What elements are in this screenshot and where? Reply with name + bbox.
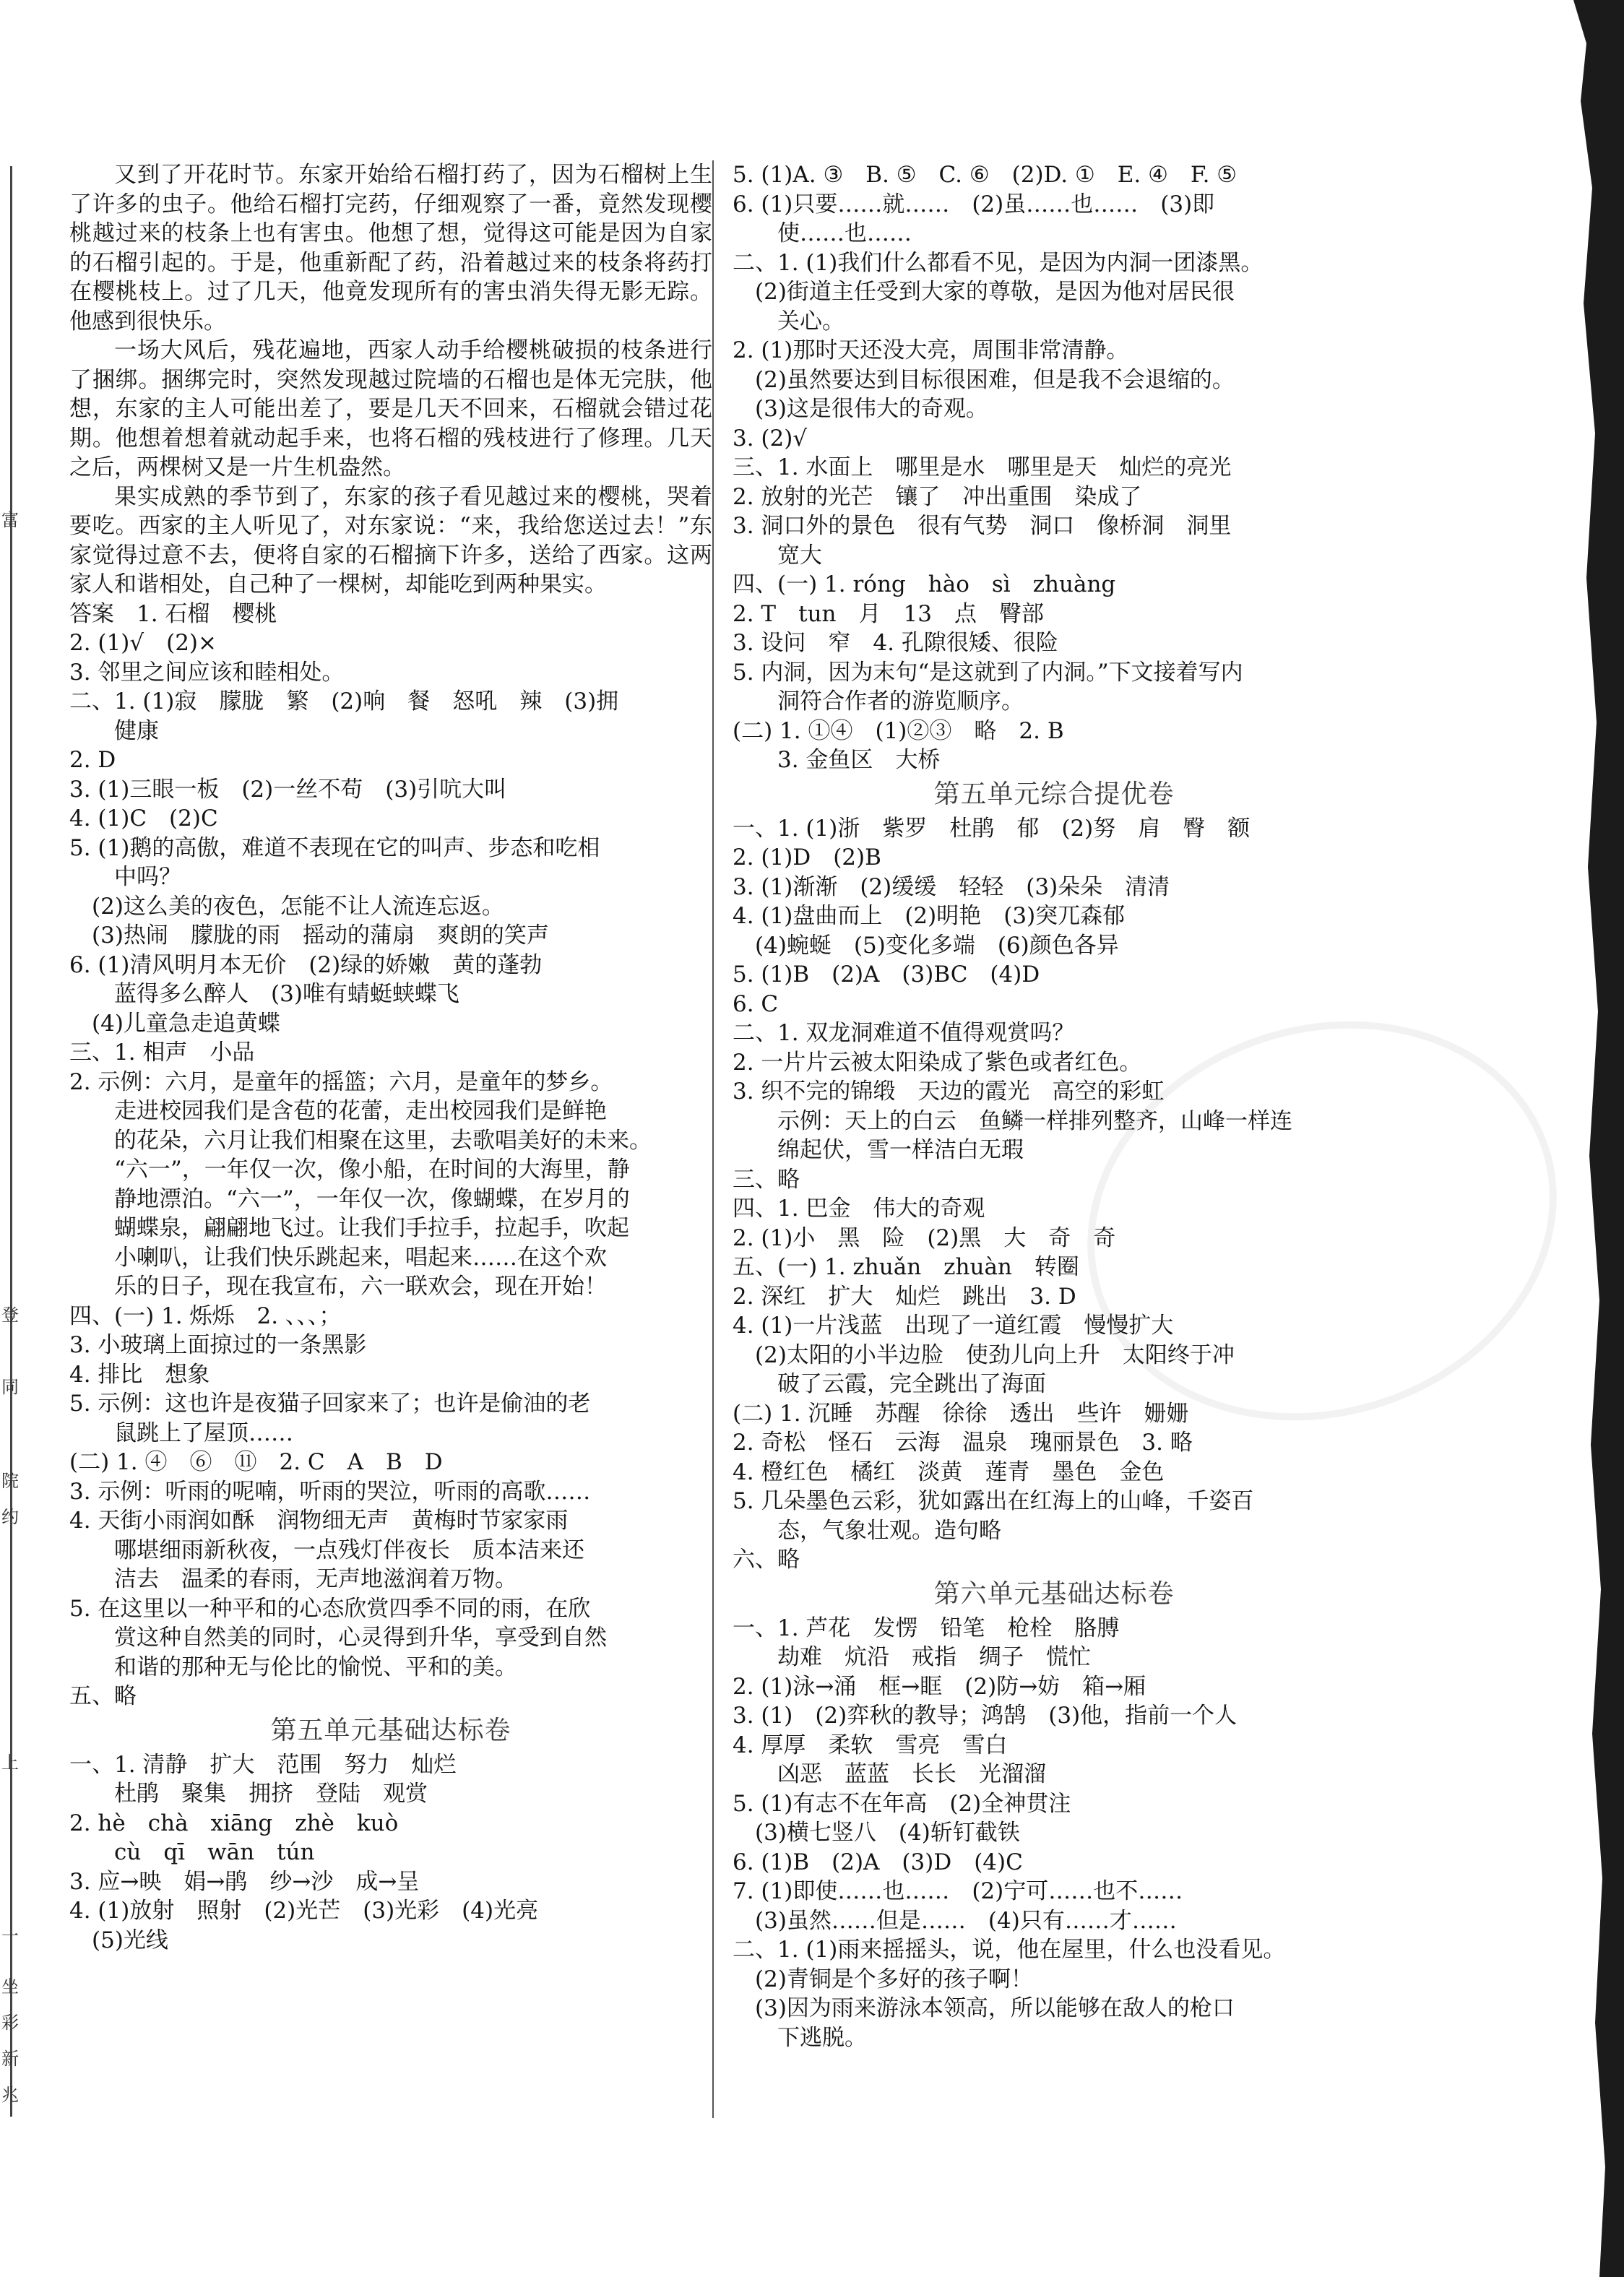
answer-line: 3. 织不完的锦缎 天边的霞光 高空的彩虹 xyxy=(733,1079,1165,1105)
answer-line: 一、1. 清静 扩大 范围 努力 灿烂 xyxy=(69,1751,457,1778)
answer-line: 3. 邻里之间应该和睦相处。 xyxy=(69,659,345,686)
answer-line: 二、1. (1)寂 朦胧 繁 (2)响 餐 怒吼 辣 (3)拥 xyxy=(69,688,619,714)
answer-line: 杜鹃 聚集 拥挤 登陆 观赏 xyxy=(69,1781,428,1807)
answer-line: 4. (1)一片浅蓝 出现了一道红霞 慢慢扩大 xyxy=(733,1313,1174,1339)
answer-line: 关心。 xyxy=(733,308,845,334)
answer-line: 蝴蝶泉，翩翩地飞过。让我们手拉手，拉起手，吹起 xyxy=(69,1215,629,1241)
answer-line: 健康 xyxy=(69,717,159,744)
answer-line: 示例：天上的白云 鱼鳞一样排列整齐，山峰一样连 xyxy=(733,1107,1292,1134)
answer-line: (4)蜿蜒 (5)变化多端 (6)颜色各异 xyxy=(733,932,1119,959)
answer-line: 态，气象壮观。造句略 xyxy=(733,1517,1001,1544)
answer-line: 蓝得多么醉人 (3)唯有蜻蜓蛱蝶飞 xyxy=(69,981,459,1007)
answer-line: 5. 几朵墨色云彩，犹如露出在红海上的山峰，千姿百 xyxy=(733,1488,1254,1514)
answer-line: 7. (1)即使……也…… (2)宁可……也不…… xyxy=(733,1878,1183,1904)
answer-line: 走进校园我们是含苞的花蕾，走出校园我们是鲜艳 xyxy=(69,1098,607,1124)
answer-line: 6. (1)清风明月本无价 (2)绿的娇嫩 黄的蓬勃 xyxy=(69,951,543,978)
answer-line: 3. 示例：听雨的呢喃，听雨的哭泣，听雨的高歌…… xyxy=(69,1478,591,1505)
answer-line: 四、(一) 1. róng hào sì zhuàng xyxy=(733,571,1116,597)
answer-line: 5. 内洞，因为末句“是这就到了内洞。”下文接着写内 xyxy=(733,659,1243,686)
answer-line: (3)热闹 朦胧的雨 摇动的蒲扇 爽朗的笑声 xyxy=(69,923,549,949)
answer-line: 三、1. 相声 小品 xyxy=(69,1040,255,1066)
margin-char: 新 xyxy=(1,2049,19,2069)
answer-line: 二、1. (1)雨来摇摇头，说，他在屋里，什么也没看见。 xyxy=(733,1937,1286,1963)
answer-line: 哪堪细雨新秋夜，一点残灯伴夜长 质本洁来还 xyxy=(69,1537,584,1563)
answer-line: 3. (1)三眼一板 (2)一丝不苟 (3)引吭大叫 xyxy=(69,776,507,803)
answer-line: 3. (2)√ xyxy=(733,425,808,451)
answer-line: 2. 奇松 怪石 云海 温泉 瑰丽景色 3. 略 xyxy=(733,1430,1193,1456)
answer-line: 5. (1)A. ③ B. ⑤ C. ⑥ (2)D. ① E. ④ F. ⑤ xyxy=(733,162,1238,188)
answer-line: 三、略 xyxy=(733,1166,800,1193)
answer-line: 5. (1)鹅的高傲，难道不表现在它的叫声、步态和吃相 xyxy=(69,834,600,861)
section-heading: 第五单元综合提优卷 xyxy=(933,779,1175,809)
margin-char: 同 xyxy=(1,1377,19,1397)
answer-line: 乐的日子，现在我宣布，六一联欢会，现在开始！ xyxy=(69,1274,607,1300)
margin-char: 坐 xyxy=(1,1976,19,1997)
margin-char: 院 xyxy=(1,1471,19,1491)
answer-lines xyxy=(69,1750,712,1956)
answer-lines xyxy=(733,814,1375,1575)
answer-line: (5)光线 xyxy=(69,1927,168,1953)
margin-char: 富 xyxy=(1,510,19,530)
answer-line: 4. (1)放射 照射 (2)光芒 (3)光彩 (4)光亮 xyxy=(69,1898,539,1924)
answer-line: 四、(一) 1. 烁烁 2. 、、、； xyxy=(69,1302,342,1329)
answer-line: 一、1. (1)浙 紫罗 杜鹃 郁 (2)努 肩 臀 额 xyxy=(733,815,1251,842)
answer-line: 鼠跳上了屋顶…… xyxy=(69,1420,293,1446)
answer-line: 4. (1)盘曲而上 (2)明艳 (3)突兀森郁 xyxy=(733,903,1126,929)
answer-line: (2)这么美的夜色，怎能不让人流连忘返。 xyxy=(69,893,504,920)
answer-line: (3)虽然……但是…… (4)只有……才…… xyxy=(733,1907,1177,1934)
answer-line: 中吗？ xyxy=(69,864,181,890)
answer-line: (2)青铜是个多好的孩子啊！ xyxy=(733,1966,1033,1992)
answer-line: 静地漂泊。“六一”，一年仅一次，像蝴蝶，在岁月的 xyxy=(69,1185,630,1212)
answer-line: 2. 一片片云被太阳染成了紫色或者红色。 xyxy=(733,1049,1142,1076)
answer-line: 2. D xyxy=(69,747,116,773)
answer-line: 3. 金鱼区 大桥 xyxy=(733,747,941,773)
answer-line: 绵起伏，雪一样洁白无瑕 xyxy=(733,1137,1024,1163)
torn-dark-edge xyxy=(1545,0,1624,2277)
margin-char: 约 xyxy=(1,1507,19,1527)
answer-line: 答案 1. 石榴 樱桃 xyxy=(69,600,277,627)
margin-char: 上 xyxy=(1,1753,19,1773)
answer-line: 六、略 xyxy=(733,1547,800,1573)
answer-line: (2)街道主任受到大家的尊敬，是因为他对居民很 xyxy=(733,279,1235,305)
answer-line: (二) 1. ④ ⑥ ⑪ 2. C A B D xyxy=(69,1449,443,1475)
answer-line: 6. (1)只要……就…… (2)虽……也…… (3)即 xyxy=(733,191,1215,217)
answer-line: 5. (1)B (2)A (3)BC (4)D xyxy=(733,962,1040,988)
section-heading: 第五单元基础达标卷 xyxy=(270,1715,511,1745)
passage-paragraph: 一场大风后，残花遍地，西家人动手给樱桃破损的枝条进行了捆绑。捆绑完时，突然发现越过院墙的石榴也是体无完肤，他想，东家的主人可能出差了，要是几天不回来，石榴就会错过花期。他想着想着就动起手来，也将石榴的残枝进行了修理。几天之后，两棵树又是一片生机盎然。 xyxy=(69,337,712,480)
answer-line: 3. (1)渐渐 (2)缓缓 轻轻 (3)朵朵 清清 xyxy=(733,873,1170,900)
answer-line: 3. 洞口外的景色 很有气势 洞口 像桥洞 洞里 xyxy=(733,513,1232,539)
answer-line: 3. 设问 窄 4. 孔隙很矮、很险 xyxy=(733,630,1058,656)
margin-char: 一 xyxy=(1,1926,19,1946)
answer-lines xyxy=(733,160,1375,775)
answer-line: cù qī wān tún xyxy=(69,1839,315,1865)
answer-line: 2. (1)那时天还没大亮，周围非常清静。 xyxy=(733,337,1129,363)
answer-line: 5. 在这里以一种平和的心态欣赏四季不同的雨，在欣 xyxy=(69,1595,591,1622)
answer-line: 洁去 温柔的春雨，无声地滋润着万物。 xyxy=(69,1566,517,1592)
answer-line: 赏这种自然美的同时，心灵得到升华，享受到自然 xyxy=(69,1625,607,1651)
answer-line: 四、1. 巴金 伟大的奇观 xyxy=(733,1196,985,1222)
answer-line: “六一”，一年仅一次，像小船，在时间的大海里，静 xyxy=(69,1157,630,1183)
answer-line: 3. 应→映 娟→鹃 纱→沙 成→呈 xyxy=(69,1868,420,1895)
left-column xyxy=(69,160,712,1955)
answer-line: 2. (1)小 黑 险 (2)黑 大 奇 奇 xyxy=(733,1224,1116,1251)
answer-line: 2. (1)D (2)B xyxy=(733,844,881,870)
answer-line: (3)横七竖八 (4)斩钉截铁 xyxy=(733,1820,1020,1846)
answer-line: 4. (1)C (2)C xyxy=(69,805,218,831)
answer-line: 3. 小玻璃上面掠过的一条黑影 xyxy=(69,1332,367,1358)
answer-line: (2)太阳的小半边脸 使劲儿向上升 太阳终于冲 xyxy=(733,1341,1235,1368)
answer-line: 2. T tun 月 13 点 臀部 xyxy=(733,600,1044,627)
answer-line: (二) 1. ①④ (1)②③ 略 2. B xyxy=(733,717,1064,744)
answer-line: 五、(一) 1. zhuǎn zhuàn 转圈 xyxy=(733,1254,1079,1280)
answer-line: (2)虽然要达到目标很困难，但是我不会退缩的。 xyxy=(733,366,1235,393)
margin-char: 兆 xyxy=(1,2085,19,2105)
answer-line: 2. 放射的光芒 镶了 冲出重围 染成了 xyxy=(733,483,1142,510)
answer-line: 三、1. 水面上 哪里是水 哪里是天 灿烂的亮光 xyxy=(733,454,1232,480)
answer-line: 小喇叭，让我们快乐跳起来，唱起来……在这个欢 xyxy=(69,1244,607,1271)
answer-line: 2. hè chà xiāng zhè kuò xyxy=(69,1810,399,1836)
answer-line: 4. 厚厚 柔软 雪亮 雪白 xyxy=(733,1732,1008,1758)
answer-line: 4. 排比 想象 xyxy=(69,1361,210,1388)
answer-line: (二) 1. 沉睡 苏醒 徐徐 透出 些许 姗姗 xyxy=(733,1400,1189,1427)
answer-line: 劫难 炕沿 戒指 绸子 慌忙 xyxy=(733,1644,1091,1670)
answer-line: 4. 橙红色 橘红 淡黄 莲青 墨色 金色 xyxy=(733,1459,1165,1485)
right-column xyxy=(733,160,1375,2052)
answer-lines xyxy=(733,1614,1375,2053)
answer-line: 2. (1)泳→涌 框→眶 (2)防→妨 箱→厢 xyxy=(733,1673,1146,1700)
section-heading: 第六单元基础达标卷 xyxy=(933,1578,1175,1609)
answer-line: 3. (1) (2)弈秋的教导；鸿鹄 (3)他，指前一个人 xyxy=(733,1703,1238,1729)
answer-line: 一、1. 芦花 发愣 铅笔 枪栓 胳膊 xyxy=(733,1615,1120,1641)
answer-line: 和谐的那种无与伦比的愉悦、平和的美。 xyxy=(69,1654,517,1680)
answer-line: 洞符合作者的游览顺序。 xyxy=(733,688,1024,714)
answer-line: 5. 示例：这也许是夜猫子回家来了；也许是偷油的老 xyxy=(69,1391,591,1417)
answer-line: 下逃脱。 xyxy=(733,2024,867,2051)
answer-line: (4)儿童急走追黄蝶 xyxy=(69,1010,280,1037)
answer-lines xyxy=(69,600,712,1711)
answer-line: 2. 深红 扩大 灿烂 跳出 3. D xyxy=(733,1283,1076,1310)
answer-line: 凶恶 蓝蓝 长长 光溜溜 xyxy=(733,1761,1046,1787)
column-divider xyxy=(712,160,714,2118)
answer-line: 5. (1)有志不在年高 (2)全神贯注 xyxy=(733,1790,1071,1817)
answer-line: 宽大 xyxy=(733,542,822,569)
answer-line: 6. C xyxy=(733,990,779,1017)
answer-line: 6. (1)B (2)A (3)D (4)C xyxy=(733,1849,1023,1875)
passage-paragraph: 又到了开花时节。东家开始给石榴打药了，因为石榴树上生了许多的虫子。他给石榴打完药，仔细观察了一番，竟然发现樱桃越过来的枝条上也有害虫。他想了想，觉得这可能是因为自家的石榴引起的。于是，他重新配了药，沿着越过来的枝条将药打在樱桃枝上。过了几天，他竟发现所有的害虫消失得无影无踪。他感到很快乐。 xyxy=(69,162,712,334)
answer-line: (3)这是很伟大的奇观。 xyxy=(733,396,988,422)
answer-line: 五、略 xyxy=(69,1683,137,1709)
answer-line: 2. 示例：六月，是童年的摇篮；六月，是童年的梦乡。 xyxy=(69,1068,613,1095)
answer-line: (3)因为雨来游泳本领高，所以能够在敌人的枪口 xyxy=(733,1995,1235,2021)
binding-line xyxy=(10,166,12,2117)
passage-paragraph: 果实成熟的季节到了，东家的孩子看见越过来的樱桃，哭着要吃。西家的主人听见了，对东家说：“来，我给您送过去！”东家觉得过意不去，便将自家的石榴摘下许多，送给了西家。这两家人和谐相处，自己种了一棵树，却能吃到两种果实。 xyxy=(69,483,712,597)
margin-char: 彩 xyxy=(1,2013,19,2033)
answer-line: 破了云霞，完全跳出了海面 xyxy=(733,1371,1046,1397)
answer-line: 使……也…… xyxy=(733,220,912,246)
answer-line: 二、1. (1)我们什么都看不见，是因为内洞一团漆黑。 xyxy=(733,249,1264,276)
margin-char: 登 xyxy=(1,1305,19,1325)
answer-line: 的花朵，六月让我们相聚在这里，去歌唱美好的未来。 xyxy=(69,1127,652,1154)
answer-line: 2. (1)√ (2)× xyxy=(69,630,217,656)
answer-line: 4. 天街小雨润如酥 润物细无声 黄梅时节家家雨 xyxy=(69,1508,569,1534)
answer-line: 二、1. 双龙洞难道不值得观赏吗？ xyxy=(733,1020,1075,1046)
